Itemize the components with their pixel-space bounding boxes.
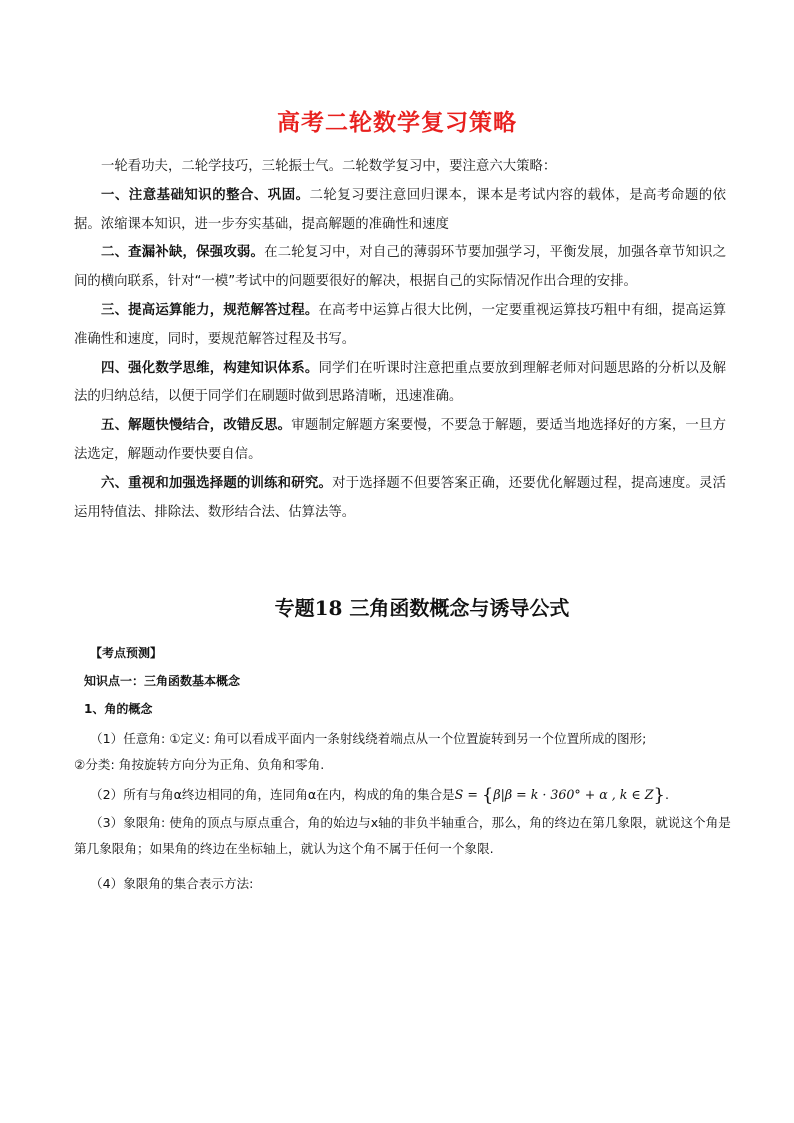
section-tag: 【考点预测】	[90, 646, 163, 660]
strategy-paragraph-2	[74, 239, 726, 297]
strategy-paragraph-3	[74, 297, 726, 355]
strategy-head-5: 五、解题快慢结合，改错反思。	[101, 418, 292, 434]
set-formula	[454, 785, 665, 806]
strategy-head-1: 一、注意基础知识的整合、巩固。	[101, 187, 310, 203]
strategy-body-3: 在高考中运算占很大比例，一定要重视运算技巧粗中有细，提高运算准确性和速度，同时，要规范解答过程及书写。	[74, 302, 727, 347]
knowledge-point-heading: 知识点一：三角函数基本概念	[84, 674, 241, 688]
strategy-section	[74, 153, 726, 527]
intro-paragraph: 一轮看功夫，二轮学技巧，三轮振士气。二轮数学复习中，要注意六大策略：	[101, 159, 557, 174]
main-title: 高考二轮数学复习策略	[277, 110, 517, 136]
strategy-paragraph-4	[74, 355, 726, 413]
strategy-body-1: 二轮复习要注意回归课本，课本是考试内容的载体，是高考命题的依据。浓缩课本知识，进一步夯实基础，提高解题的准确性和速度	[74, 187, 727, 232]
formula-bar: |	[500, 787, 505, 802]
item1-line2: ②分类: 角按旋转方向分为正角、负角和零角.	[74, 757, 325, 772]
right-brace: }	[653, 785, 665, 806]
strategy-body-6: 对于选择题不但要答案正确，还要优化解题过程，提高速度。灵活运用特值法、排除法、数形结合法、估算法等。	[74, 475, 727, 520]
strategy-body-4: 同学们在听课时注意把重点要放到理解老师对问题思路的分析以及解法的归纳总结，以便于同学们在刷题时做到思路清晰，迅速准确。	[74, 360, 727, 405]
strategy-body-2: 在二轮复习中，对自己的薄弱环节要加强学习，平衡发展，加强各章节知识之间的横向联系，针对“一模”考试中的问题要很好的解决，根据自己的实际情况作出合理的安排。	[74, 245, 727, 290]
formula-beta: β	[493, 787, 501, 802]
item2-text: （2）所有与角α终边相同的角，连同角α在内，构成的角的集合是	[90, 787, 455, 802]
formula-body: β = k · 360° + α , k ∈ Z	[504, 787, 654, 802]
formula-S: S	[454, 787, 464, 802]
strategy-paragraph-5	[74, 412, 726, 470]
concept-heading: 1、角的概念	[84, 702, 153, 716]
item2-end: .	[664, 787, 669, 802]
item3-text: （3）象限角: 使角的顶点与原点重合，角的始边与x轴的非负半轴重合，那么，角的终边在第几象限，就说这个角是第几象限角；如果角的终边在坐标轴上，就认为这个角不属于任何一个象限.	[74, 815, 731, 856]
strategy-body-5: 审题制定解题方案要慢，不要急于解题，要适当地选择好的方案，一旦方法选定，解题动作要快要自信。	[74, 418, 727, 462]
strategy-head-6: 六、重视和加强选择题的训练和研究。	[101, 475, 333, 491]
strategy-paragraph-6	[74, 470, 726, 528]
item1-line1: （1）任意角: ①定义: 角可以看成平面内一条射线绕着端点从一个位置旋转到另一个位置所成的图形;	[90, 731, 647, 746]
strategy-paragraph-1	[74, 182, 726, 240]
item4-line: （4）象限角的集合表示方法:	[90, 876, 254, 891]
topic-title: 专题18 三角函数概念与诱导公式	[274, 596, 570, 620]
strategy-head-3: 三、提高运算能力，规范解答过程。	[101, 302, 319, 318]
left-brace: {	[481, 785, 494, 806]
item2-line	[90, 784, 669, 806]
strategy-head-2: 二、查漏补缺，保强攻弱。	[101, 245, 265, 261]
strategy-head-4: 四、强化数学思维，构建知识体系。	[101, 360, 319, 376]
formula-eq: =	[467, 787, 478, 802]
item3-paragraph	[74, 810, 734, 862]
